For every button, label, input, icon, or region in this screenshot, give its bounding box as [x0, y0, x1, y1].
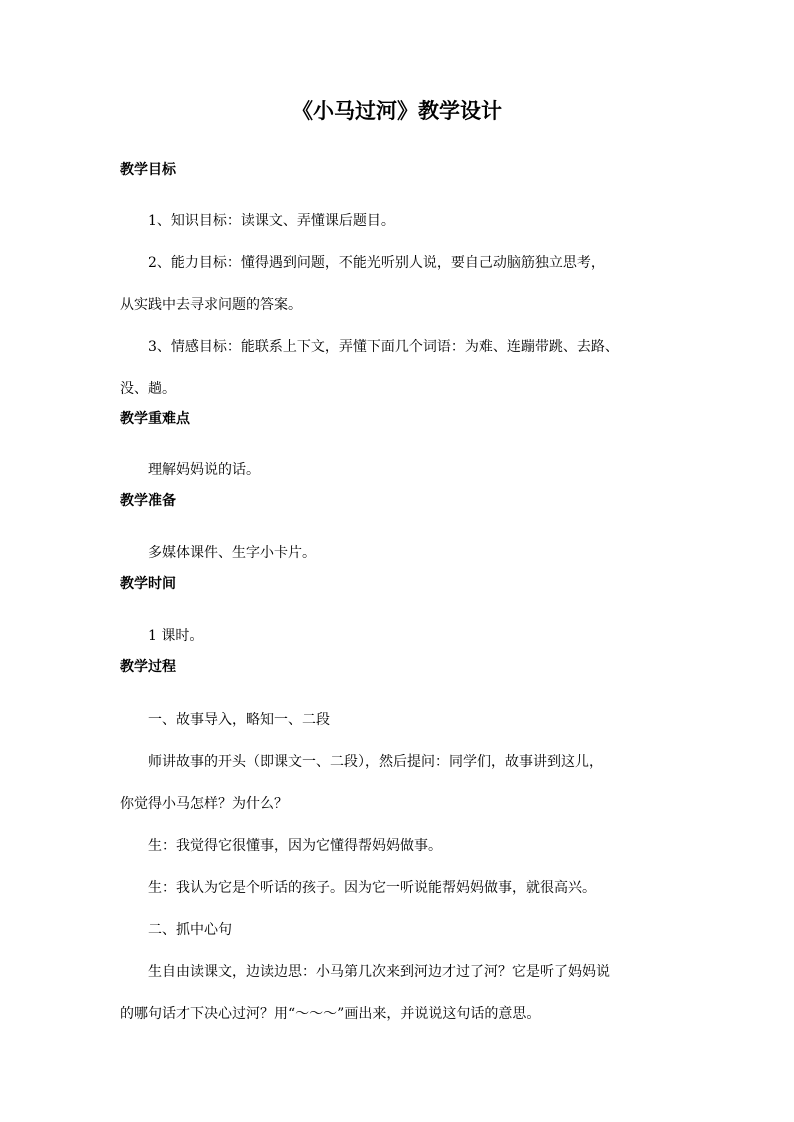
heading-process: 教学过程	[120, 659, 176, 675]
heading-goals: 教学目标	[120, 162, 176, 178]
process-line-1: 一、故事导入，略知一、二段	[148, 712, 330, 728]
process-line-2: 师讲故事的开头（即课文一、二段），然后提问：同学们，故事讲到这儿，	[148, 754, 603, 770]
process-line-5: 生：我认为它是个听话的孩子。因为它一听说能帮妈妈做事，就很高兴。	[148, 880, 596, 896]
goals-line-2: 2、能力目标：懂得遇到问题，不能光听别人说，要自己动脑筋独立思考，	[148, 255, 605, 271]
time-line-1: 1 课时。	[148, 628, 204, 644]
heading-preparation: 教学准备	[120, 493, 176, 509]
goals-line-5: 没、趟。	[120, 381, 176, 397]
process-line-7: 生自由读课文，边读边思：小马第几次来到河边才过了河？它是听了妈妈说	[148, 964, 610, 980]
preparation-line-1: 多媒体课件、生字小卡片。	[148, 545, 316, 561]
process-line-8: 的哪句话才下决心过河？用“～～～”画出来，并说说这句话的意思。	[120, 1006, 541, 1022]
goals-line-1: 1、知识目标：读课文、弄懂课后题目。	[148, 213, 395, 229]
process-line-4: 生：我觉得它很懂事，因为它懂得帮妈妈做事。	[148, 838, 442, 854]
process-line-3: 你觉得小马怎样？为什么？	[120, 796, 288, 812]
goals-line-4: 3、情感目标：能联系上下文，弄懂下面几个词语：为难、连蹦带跳、去路、	[148, 339, 619, 355]
heading-time: 教学时间	[120, 576, 176, 592]
key-points-line-1: 理解妈妈说的话。	[148, 462, 260, 478]
process-line-6: 二、抓中心句	[148, 922, 232, 938]
heading-key-points: 教学重难点	[120, 411, 190, 427]
document-title: 《小马过河》教学设计	[292, 99, 502, 123]
goals-line-3: 从实践中去寻求问题的答案。	[120, 297, 302, 313]
